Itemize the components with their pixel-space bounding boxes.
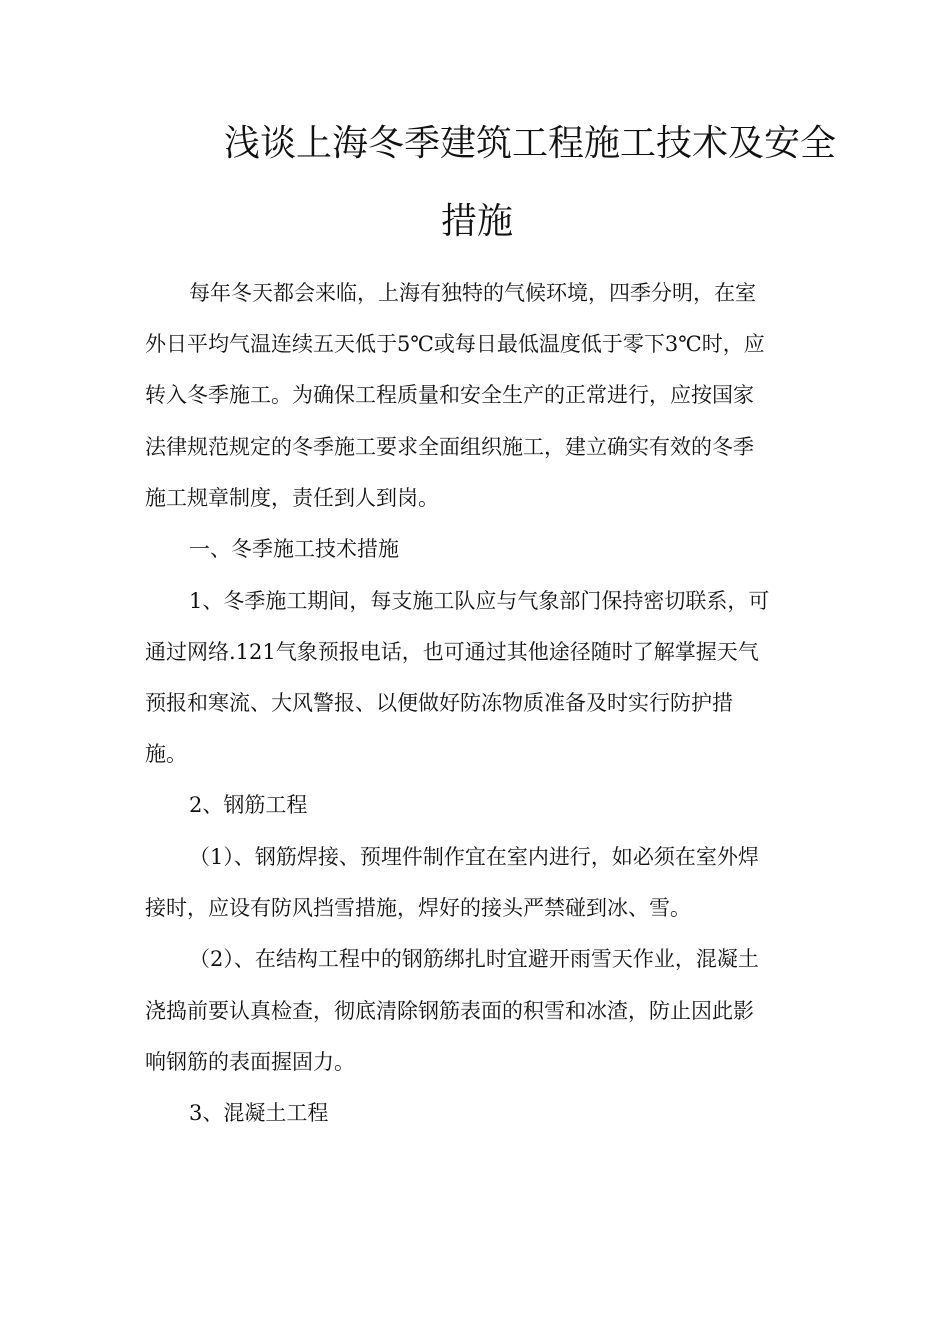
- paragraph-line: 接时，应设有防风挡雪措施，焊好的接头严禁碰到冰、雪。: [145, 896, 691, 920]
- paragraph-line: 外日平均气温连续五天低于5℃或每日最低温度低于零下3℃时，应: [145, 332, 765, 356]
- paragraph-line: 1、冬季施工期间，每支施工队应与气象部门保持密切联系，可: [189, 589, 770, 613]
- paragraph-line: 法律规范规定的冬季施工要求全面组织施工，建立确实有效的冬季: [145, 435, 754, 459]
- section-heading: 一、冬季施工技术措施: [189, 537, 399, 561]
- subsection-heading: 3、混凝土工程: [189, 1101, 329, 1125]
- paragraph-line: 通过网络.121气象预报电话，也可通过其他途径随时了解掌握天气: [145, 640, 759, 664]
- paragraph-line: 浇捣前要认真检查，彻底清除钢筋表面的积雪和冰渣，防止因此影: [145, 999, 754, 1023]
- paragraph-line: （1）、钢筋焊接、预埋件制作宜在室内进行，如必须在室外焊: [189, 845, 759, 869]
- paragraph-line: 预报和寒流、大风警报、以便做好防冻物质准备及时实行防护措: [145, 691, 733, 715]
- paragraph-line: 施工规章制度，责任到人到岗。: [145, 486, 439, 510]
- paragraph-line: 每年冬天都会来临，上海有独特的气候环境，四季分明，在室: [189, 281, 756, 305]
- paragraph-line: （2）、在结构工程中的钢筋绑扎时宜避开雨雪天作业，混凝土: [189, 947, 759, 971]
- subsection-heading: 2、钢筋工程: [189, 793, 308, 817]
- paragraph-line: 响钢筋的表面握固力。: [145, 1050, 355, 1074]
- document-title-line-1: 浅谈上海冬季建筑工程施工技术及安全: [224, 123, 837, 164]
- paragraph-line: 转入冬季施工。为确保工程质量和安全生产的正常进行，应按国家: [145, 383, 754, 407]
- document-title-line-2: 措施: [441, 201, 514, 242]
- paragraph-line: 施。: [145, 742, 187, 766]
